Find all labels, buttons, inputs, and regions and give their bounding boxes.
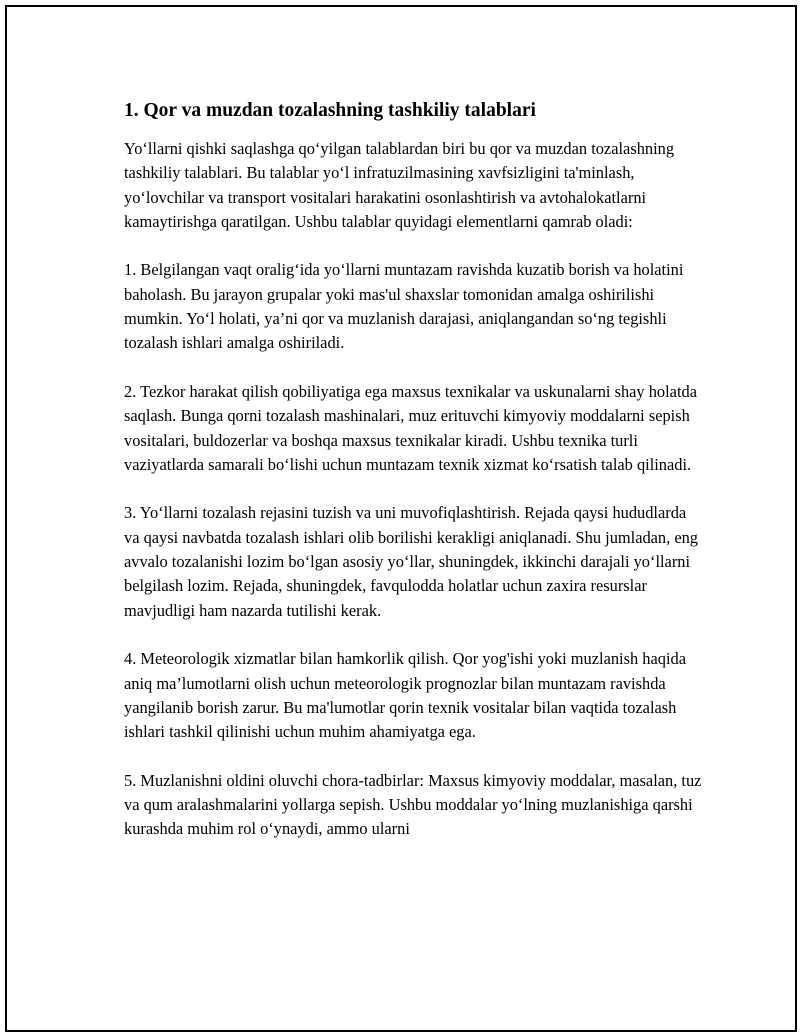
- item-4-paragraph: 4. Meteorologik xizmatlar bilan hamkorlik qilish. Qor yog'ishi yoki muzlanish haqida aniq ma’lumotlarni olish uchun meteorologik prognozlar bilan muntazam ravishda yangilanib borish zarur. Bu ma'lumotlar qorin texnik vositalar bilan vaqtida tozalash ishlari tashkil qilinishi uchun muhim ahamiyatga ega.: [124, 649, 686, 742]
- item-2-paragraph: 2. Tezkor harakat qilish qobiliyatiga ega maxsus texnikalar va uskunalarni shay holatda saqlash. Bunga qorni tozalash mashinalari, muz erituvchi kimyoviy moddalarni sepish vositalari, buldozerlar va boshqa maxsus texnikalar kiradi. Ushbu texnika turli vaziyatlarda samarali bo‘lishi uchun muntazam texnik xizmat ko‘rsatish talab qilinadi.: [124, 381, 697, 474]
- intro-paragraph: Yo‘llarni qishki saqlashga qo‘yilgan talablardan biri bu qor va muzdan tozalashning tashkiliy talablari. Bu talablar yo‘l infratuzilmasining xavfsizligini ta'minlash, yo‘lovchilar va transport vositalari harakatini osonlashtirish va avtohalokatlarni kamaytirishga qaratilgan. Ushbu talablar quyidagi elementlarni qamrab oladi:: [124, 139, 675, 231]
- page-frame: [5, 5, 797, 1032]
- item-5-paragraph: 5. Muzlanishni oldini oluvchi chora-tadbirlar: Maxsus kimyoviy moddalar, masalan, tuz va qum aralashmalarini yollarga sepish. Ushbu moddalar yo‘lning muzlanishiga qarshi kurashda muhim rol o‘ynaydi, ammo ularni: [124, 770, 702, 839]
- section-heading: 1. Qor va muzdan tozalashning tashkiliy talablari: [124, 100, 536, 121]
- item-3-paragraph: 3. Yo‘llarni tozalash rejasini tuzish va uni muvofiqlashtirish. Rejada qaysi hududlarda va qaysi navbatda tozalash ishlari olib borilishi kerakligi aniqlanadi. Shu jumladan, eng avvalo tozalanishi lozim bo‘lgan asosiy yo‘llar, shuningdek, ikkinchi darajali yo‘llarni belgilash lozim. Rejada, shuningdek, favqulodda holatlar uchun zaxira resurslar mavjudligi ham nazarda tutilishi kerak.: [124, 503, 698, 620]
- document-body: [124, 97, 704, 866]
- item-1-paragraph: 1. Belgilangan vaqt oralig‘ida yo‘llarni muntazam ravishda kuzatib borish va holatini baholash. Bu jarayon grupalar yoki mas'ul shaxslar tomonidan amalga oshirilishi mumkin. Yo‘l holati, ya’ni qor va muzlanish darajasi, aniqlangandan so‘ng tegishli tozalash ishlari amalga oshiriladi.: [124, 260, 684, 353]
